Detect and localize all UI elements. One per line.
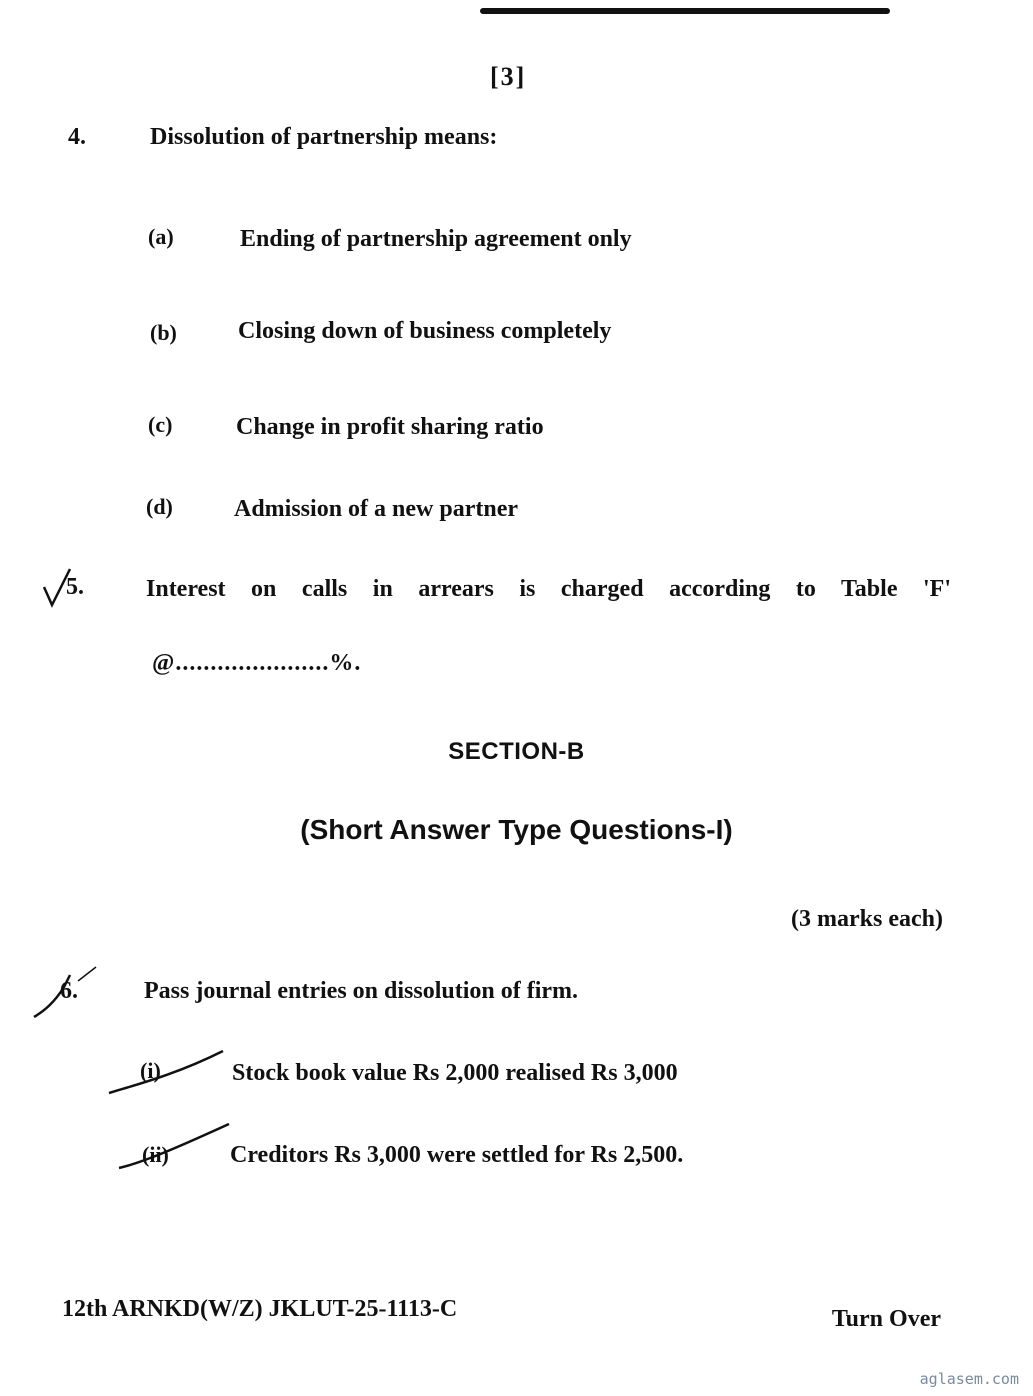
pen-stroke-icon — [115, 1118, 235, 1178]
turn-over-note: Turn Over — [831, 1306, 941, 1332]
section-title: SECTION-B — [448, 738, 585, 765]
question-4-number: 4. — [68, 124, 86, 150]
q6-part-i-text: Stock book value Rs 2,000 realised Rs 3,000 — [232, 1060, 678, 1086]
top-scan-rule — [480, 8, 890, 14]
marks-note: (3 marks each) — [791, 906, 943, 932]
watermark: aglasem.com — [919, 1370, 1019, 1388]
question-6-number: 6. — [60, 978, 78, 1004]
q4-option-c-text: Change in profit sharing ratio — [236, 414, 544, 440]
question-4-text: Dissolution of partnership means: — [150, 124, 498, 150]
q4-option-d-label: (d) — [146, 494, 173, 519]
q4-option-c-label: (c) — [148, 412, 173, 437]
question-5-text: Interest on calls in arrears is charged according to Table 'F' — [146, 576, 951, 602]
q4-option-a-text: Ending of partnership agreement only — [240, 226, 632, 252]
q4-option-b-text: Closing down of business completely — [238, 318, 612, 344]
q4-option-a-label: (a) — [148, 224, 174, 249]
q6-part-ii-label: (ii) — [142, 1142, 169, 1167]
q4-option-b-label: (b) — [150, 320, 177, 345]
question-5-blank: @......................%. — [152, 650, 362, 676]
q6-part-i-label: (i) — [140, 1058, 161, 1083]
q4-option-d-text: Admission of a new partner — [234, 496, 519, 522]
paper-code: 12th ARNKD(W/Z) JKLUT-25-1113-C — [62, 1296, 458, 1322]
page-number: [3] — [490, 62, 527, 91]
question-5-number: 5. — [66, 574, 84, 600]
question-6-text: Pass journal entries on dissolution of firm. — [144, 978, 579, 1004]
q6-part-ii-text: Creditors Rs 3,000 were settled for Rs 2,500. — [230, 1142, 684, 1168]
pen-stroke-icon — [105, 1045, 230, 1105]
section-subtitle: (Short Answer Type Questions-I) — [300, 814, 733, 845]
